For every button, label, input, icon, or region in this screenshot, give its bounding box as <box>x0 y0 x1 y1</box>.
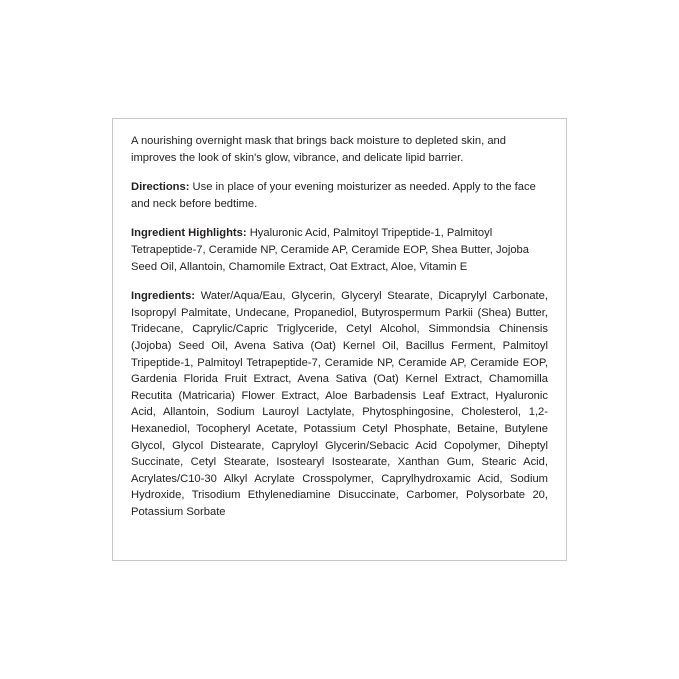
product-description-paragraph <box>131 133 548 166</box>
ingredients-label: Ingredients: <box>131 290 196 303</box>
ingredient-highlights-text: Hyaluronic Acid, Palmitoyl Tripeptide-1, Palmitoyl Tetrapeptide-7, Ceramide NP, Ceramide AP, Ceramide EOP, Shea Butter, Jojoba Seed Oil, Allantoin, Chamomile Extract, Oat Extract, Aloe, Vitamin E <box>131 227 529 273</box>
directions-label: Directions: <box>131 181 190 194</box>
ingredients-text: Water/Aqua/Eau, Glycerin, Glyceryl Stearate, Dicaprylyl Carbonate, Isopropyl Palmitate, Undecane, Propanediol, Butyrospermum Parkii (Shea) Butter, Tridecane, Caprylic/Capric Triglyceride, Cetyl Alcohol, Simmondsia Chinensis (Jojoba) Seed Oil, Avena Sativa (Oat) Kernel Oil, Bacillus Ferment, Palmitoyl Tripeptide-1, Palmitoyl Tetrapeptide-7, Ceramide NP, Ceramide AP, Ceramide EOP, Gardenia Florida Fruit Extract, Avena Sativa (Oat) Kernel Extract, Chamomilla Recutita (Matricaria) Flower Extract, Aloe Barbadensis Leaf Extract, Hyaluronic Acid, Allantoin, Sodium Lauroyl Lactylate, Phytosphingosine, Cholesterol, 1,2-Hexanediol, Tocopheryl Acetate, Potassium Cetyl Phosphate, Betaine, Butylene Glycol, Glycol Distearate, Capryloyl Glycerin/Sebacic Acid Copolymer, Diheptyl Succinate, Cetyl Stearate, Isostearyl Isostearate, Xanthan Gum, Stearic Acid, Acrylates/C10-30 Alkyl Acrylate Crosspolymer, Caprylhydroxamic Acid, Sodium Hydroxide, Trisodium Ethylenediamine Disuccinate, Carbomer, Polysorbate 20, Potassium Sorbate <box>131 290 548 518</box>
directions-text: Use in place of your evening moisturizer as needed. Apply to the face and neck before bedtime. <box>131 181 536 210</box>
product-description-text: A nourishing overnight mask that brings back moisture to depleted skin, and improves the look of skin's glow, vibrance, and delicate lipid barrier. <box>131 135 506 164</box>
product-info-panel <box>112 118 567 561</box>
directions-paragraph <box>131 179 548 212</box>
ingredients-paragraph <box>131 288 548 520</box>
ingredient-highlights-paragraph <box>131 225 548 275</box>
ingredient-highlights-label: Ingredient Highlights: <box>131 227 247 240</box>
